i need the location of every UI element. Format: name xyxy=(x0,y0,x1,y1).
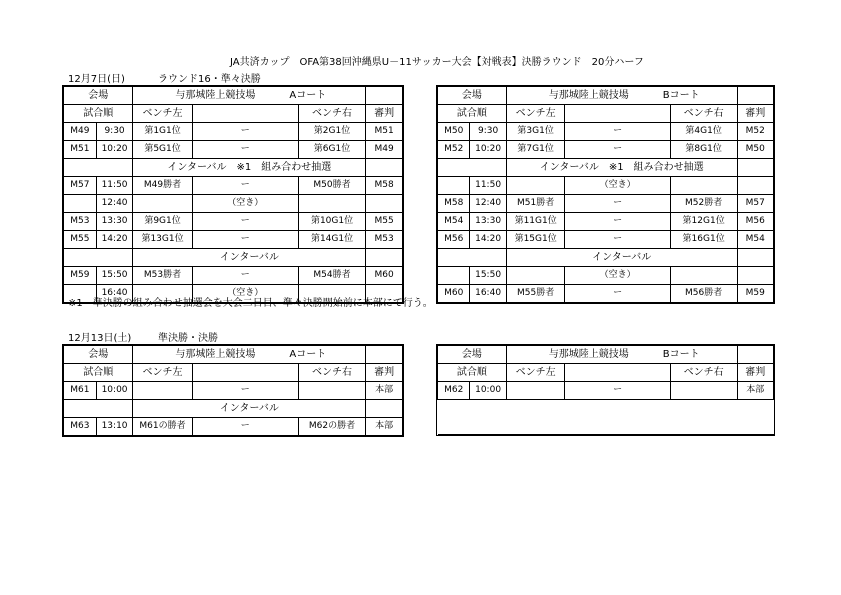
bench-left-team xyxy=(506,382,565,400)
versus: ー xyxy=(192,213,298,231)
match-time: 13:10 xyxy=(96,418,133,436)
bench-left-team xyxy=(133,382,192,400)
table-row xyxy=(64,267,403,285)
match-time: 10:20 xyxy=(96,141,133,159)
versus: （空き） xyxy=(192,195,298,213)
bench-right-team: M54勝者 xyxy=(298,267,365,285)
match-time: 16:40 xyxy=(96,285,133,303)
bench-right-team: M50勝者 xyxy=(298,177,365,195)
table-row xyxy=(64,231,403,249)
match-id: M53 xyxy=(64,213,97,231)
versus: ー xyxy=(565,141,670,159)
bench-right-team: 第14G1位 xyxy=(298,231,365,249)
versus: ー xyxy=(565,123,670,141)
bench-left-team xyxy=(506,177,565,195)
order-label: 試合順 xyxy=(64,364,133,382)
table-row xyxy=(64,418,403,436)
order-label: 試合順 xyxy=(438,105,507,123)
versus: ー xyxy=(192,177,298,195)
bench-right-team: 第4G1位 xyxy=(670,123,737,141)
bench-right-team: 第12G1位 xyxy=(670,213,737,231)
match-time: 15:50 xyxy=(470,267,506,285)
match-id: M56 xyxy=(438,231,470,249)
empty-cell xyxy=(366,159,403,177)
referee-team: M57 xyxy=(737,195,773,213)
table-row xyxy=(64,249,403,267)
match-id: M57 xyxy=(64,177,97,195)
versus: ー xyxy=(192,382,298,400)
versus: （空き） xyxy=(565,177,670,195)
match-id: M49 xyxy=(64,123,97,141)
referee-team: M56 xyxy=(737,213,773,231)
bench-left-label: ベンチ左 xyxy=(133,105,192,123)
venue-name xyxy=(506,346,737,364)
versus: （空き） xyxy=(192,285,298,303)
match-time: 13:30 xyxy=(96,213,133,231)
empty-cell xyxy=(737,87,773,105)
venue-name xyxy=(133,346,366,364)
table-row xyxy=(438,159,774,177)
bench-left-label: ベンチ左 xyxy=(506,105,565,123)
bench-right-team xyxy=(298,382,365,400)
order-label: 試合順 xyxy=(64,105,133,123)
day2-round: 準決勝・決勝 xyxy=(158,333,218,344)
empty-cell xyxy=(366,400,403,418)
document-title: JA共済カップ OFA第38回沖縄県U－11サッカー大会【対戦表】決勝ラウンド 20分ハーフ xyxy=(230,57,644,68)
empty-cell xyxy=(366,87,403,105)
versus: ー xyxy=(192,267,298,285)
table-row xyxy=(438,195,774,213)
bench-right-team: M56勝者 xyxy=(670,285,737,303)
bench-left-team: 第11G1位 xyxy=(506,213,565,231)
referee-team: M49 xyxy=(366,141,403,159)
bench-left-team xyxy=(133,195,192,213)
referee-team: M52 xyxy=(737,123,773,141)
day1-court-a-table xyxy=(63,86,403,303)
match-time: 9:30 xyxy=(470,123,506,141)
referee-label: 審判 xyxy=(737,364,773,382)
interval-label: インターバル ※1 組み合わせ抽選 xyxy=(133,159,366,177)
table-row xyxy=(438,382,774,400)
day2-date: 12月13日(土) xyxy=(68,333,132,344)
match-id: M54 xyxy=(438,213,470,231)
empty-cell xyxy=(737,346,773,364)
match-time: 9:30 xyxy=(96,123,133,141)
day2-court-a-table xyxy=(63,345,403,436)
order-label: 試合順 xyxy=(438,364,507,382)
bench-left-team: M51勝者 xyxy=(506,195,565,213)
venue-text: 与那城陸上競技場 xyxy=(175,90,256,101)
court-name: Aコート xyxy=(289,90,327,101)
venue-text: 与那城陸上競技場 xyxy=(548,90,629,101)
bench-left-team: 第13G1位 xyxy=(133,231,192,249)
empty-cell xyxy=(192,105,298,123)
empty-cell xyxy=(565,364,670,382)
empty-cell xyxy=(64,249,133,267)
empty-row xyxy=(438,417,774,435)
table-row xyxy=(438,141,774,159)
table-row xyxy=(64,159,403,177)
table-row xyxy=(438,123,774,141)
empty-cell xyxy=(565,105,670,123)
table-row xyxy=(438,267,774,285)
bench-right-team: 第8G1位 xyxy=(670,141,737,159)
referee-team: 本部 xyxy=(366,418,403,436)
referee-team xyxy=(737,267,773,285)
referee-team: M51 xyxy=(366,123,403,141)
match-time: 10:00 xyxy=(96,382,133,400)
empty-cell xyxy=(64,400,133,418)
day1-round: ラウンド16・準々決勝 xyxy=(158,74,261,85)
bench-right-label: ベンチ右 xyxy=(670,105,737,123)
referee-team: M55 xyxy=(366,213,403,231)
table-row xyxy=(438,417,774,435)
match-id: M55 xyxy=(64,231,97,249)
match-id: M61 xyxy=(64,382,97,400)
bench-left-team: M49勝者 xyxy=(133,177,192,195)
match-time: 14:20 xyxy=(96,231,133,249)
interval-label: インターバル ※1 組み合わせ抽選 xyxy=(506,159,737,177)
venue-label: 会場 xyxy=(64,87,133,105)
match-id xyxy=(438,177,470,195)
bench-left-team xyxy=(506,267,565,285)
table-row xyxy=(438,285,774,303)
versus: （空き） xyxy=(565,267,670,285)
bench-right-team: M52勝者 xyxy=(670,195,737,213)
match-id: M50 xyxy=(438,123,470,141)
empty-cell xyxy=(192,364,298,382)
table-row xyxy=(438,177,774,195)
versus: ー xyxy=(192,231,298,249)
match-id xyxy=(64,195,97,213)
versus: ー xyxy=(565,231,670,249)
table-row xyxy=(438,231,774,249)
bench-right-team: 第2G1位 xyxy=(298,123,365,141)
referee-team xyxy=(737,177,773,195)
table-row xyxy=(64,400,403,418)
versus: ー xyxy=(192,418,298,436)
bench-right-label: ベンチ右 xyxy=(298,364,365,382)
match-id: M63 xyxy=(64,418,97,436)
versus: ー xyxy=(565,382,670,400)
venue-label: 会場 xyxy=(438,87,507,105)
bench-right-label: ベンチ右 xyxy=(298,105,365,123)
match-id: M60 xyxy=(438,285,470,303)
referee-label: 審判 xyxy=(366,105,403,123)
referee-team: M58 xyxy=(366,177,403,195)
day1-court-b-table xyxy=(437,86,774,303)
bench-right-label: ベンチ右 xyxy=(670,364,737,382)
bench-right-team xyxy=(670,177,737,195)
day1-date: 12月7日(日) xyxy=(68,74,125,85)
bench-left-label: ベンチ左 xyxy=(506,364,565,382)
bench-left-team: 第5G1位 xyxy=(133,141,192,159)
interval-label: インターバル xyxy=(133,400,366,418)
match-id: M58 xyxy=(438,195,470,213)
bench-left-team: M53勝者 xyxy=(133,267,192,285)
empty-cell xyxy=(438,249,507,267)
versus: ー xyxy=(565,213,670,231)
bench-left-team: 第1G1位 xyxy=(133,123,192,141)
bench-right-team xyxy=(670,382,737,400)
table-row xyxy=(64,213,403,231)
empty-cell xyxy=(366,346,403,364)
bench-right-team: 第16G1位 xyxy=(670,231,737,249)
table-row xyxy=(64,141,403,159)
referee-label: 審判 xyxy=(366,364,403,382)
match-id: M51 xyxy=(64,141,97,159)
table-row xyxy=(438,400,774,418)
venue-text: 与那城陸上競技場 xyxy=(548,349,629,360)
bench-right-team: 第6G1位 xyxy=(298,141,365,159)
versus: ー xyxy=(192,123,298,141)
referee-team xyxy=(366,195,403,213)
bench-left-team: 第3G1位 xyxy=(506,123,565,141)
venue-label: 会場 xyxy=(438,346,507,364)
interval-label: インターバル xyxy=(133,249,366,267)
versus: ー xyxy=(565,285,670,303)
referee-team: 本部 xyxy=(737,382,773,400)
match-id: M59 xyxy=(64,267,97,285)
versus: ー xyxy=(565,195,670,213)
referee-team: M60 xyxy=(366,267,403,285)
table-row xyxy=(64,195,403,213)
court-name: Bコート xyxy=(662,90,700,101)
empty-cell xyxy=(64,159,133,177)
empty-cell xyxy=(438,159,507,177)
venue-text: 与那城陸上競技場 xyxy=(175,349,256,360)
match-id: M52 xyxy=(438,141,470,159)
match-time: 11:50 xyxy=(470,177,506,195)
match-time: 12:40 xyxy=(470,195,506,213)
court-name: Bコート xyxy=(662,349,700,360)
bench-left-label: ベンチ左 xyxy=(133,364,192,382)
match-id: M62 xyxy=(438,382,470,400)
empty-cell xyxy=(737,249,773,267)
bench-left-team: 第15G1位 xyxy=(506,231,565,249)
match-time: 16:40 xyxy=(470,285,506,303)
bench-left-team: 第9G1位 xyxy=(133,213,192,231)
referee-team: M59 xyxy=(737,285,773,303)
versus: ー xyxy=(192,141,298,159)
empty-row xyxy=(438,400,774,418)
bench-right-team xyxy=(670,267,737,285)
bench-left-team: M55勝者 xyxy=(506,285,565,303)
match-time: 15:50 xyxy=(96,267,133,285)
referee-label: 審判 xyxy=(737,105,773,123)
day2-court-b-table xyxy=(437,345,774,435)
referee-team: 本部 xyxy=(366,382,403,400)
empty-cell xyxy=(737,159,773,177)
venue-label: 会場 xyxy=(64,346,133,364)
table-row xyxy=(438,249,774,267)
venue-name xyxy=(133,87,366,105)
venue-name xyxy=(506,87,737,105)
table-row xyxy=(64,123,403,141)
table-row xyxy=(438,213,774,231)
bench-right-team: 第10G1位 xyxy=(298,213,365,231)
empty-cell xyxy=(366,249,403,267)
bench-right-team: M62の勝者 xyxy=(298,418,365,436)
match-time: 10:20 xyxy=(470,141,506,159)
referee-team: M53 xyxy=(366,231,403,249)
match-time: 14:20 xyxy=(470,231,506,249)
match-id xyxy=(438,267,470,285)
match-time: 12:40 xyxy=(96,195,133,213)
referee-team: M50 xyxy=(737,141,773,159)
bench-right-team xyxy=(298,195,365,213)
bench-left-team: M61の勝者 xyxy=(133,418,192,436)
table-row xyxy=(64,177,403,195)
match-time: 13:30 xyxy=(470,213,506,231)
match-time: 10:00 xyxy=(470,382,506,400)
table-row xyxy=(64,382,403,400)
interval-label: インターバル xyxy=(506,249,737,267)
court-name: Aコート xyxy=(289,349,327,360)
referee-team: M54 xyxy=(737,231,773,249)
match-time: 11:50 xyxy=(96,177,133,195)
footnote: ※1 準決勝の組み合わせ抽選会を大会二日目、準々決勝開始前に本部にて行う。 xyxy=(68,298,433,309)
bench-left-team: 第7G1位 xyxy=(506,141,565,159)
